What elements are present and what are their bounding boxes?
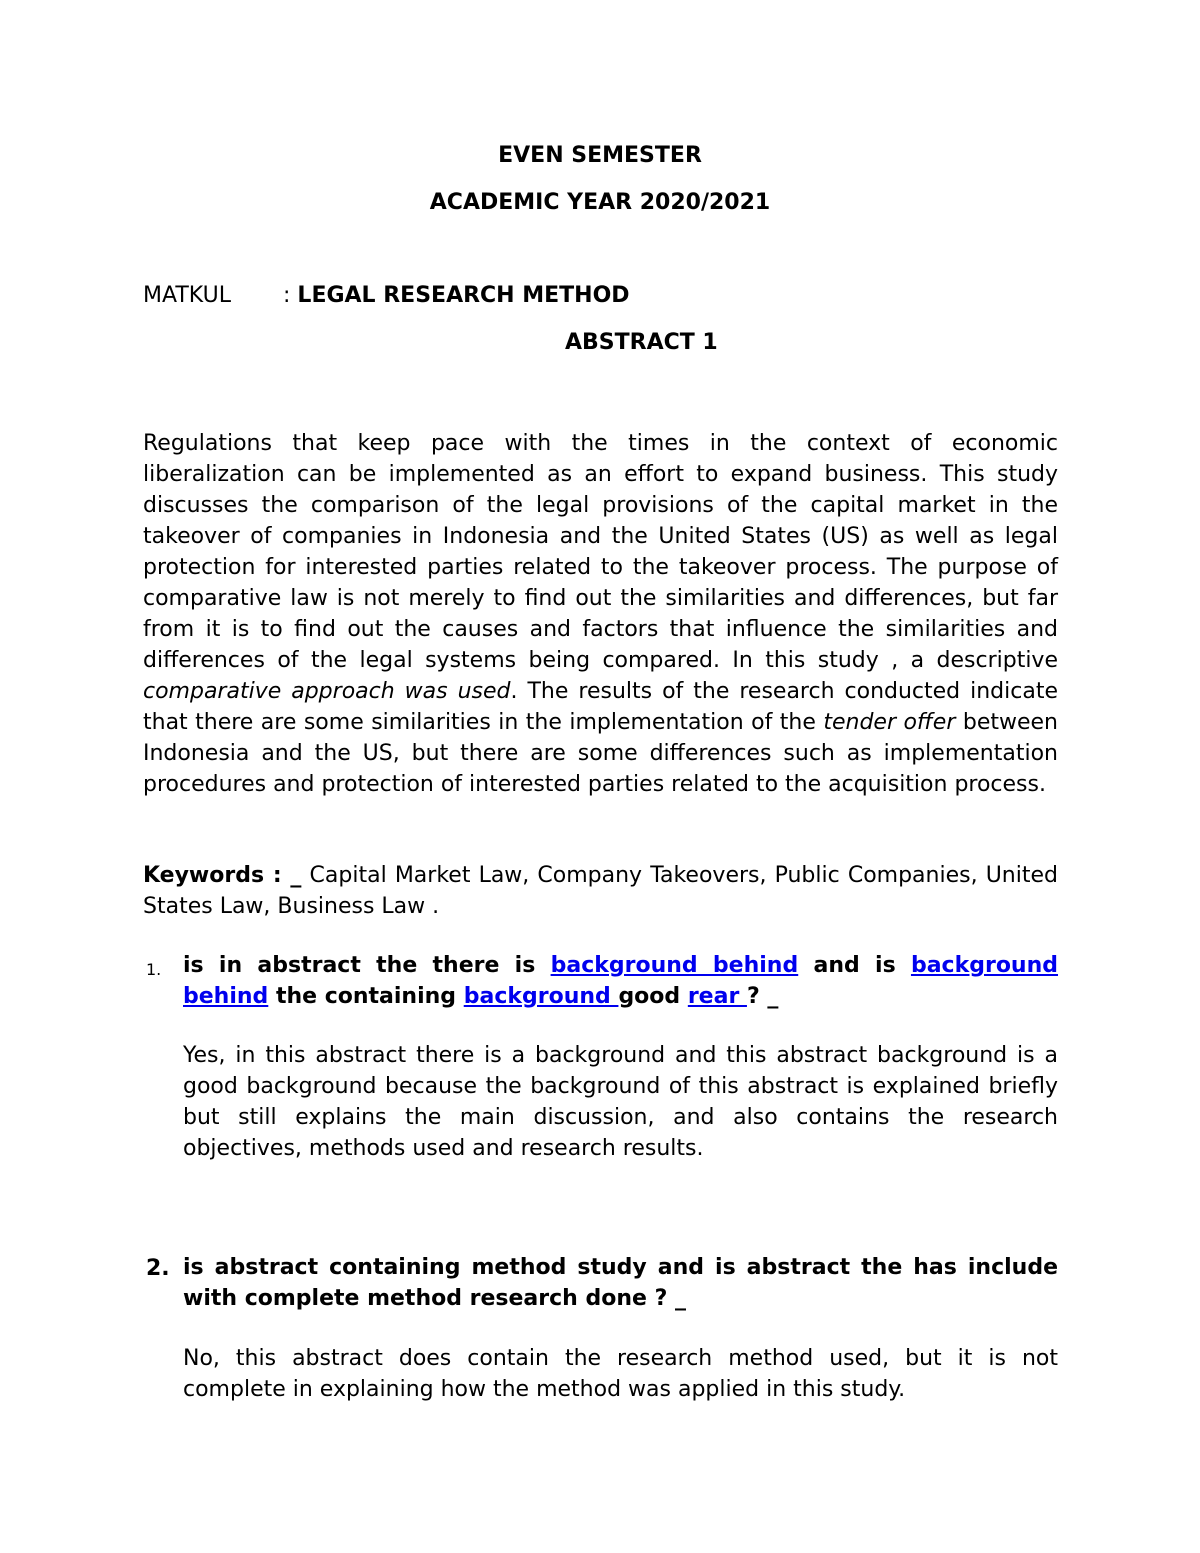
question-1-link-1[interactable]: background behind (550, 953, 799, 978)
abstract-italic-1: comparative approach was used (143, 679, 511, 704)
keywords-paragraph (143, 860, 1058, 922)
course-separator: : (283, 283, 291, 308)
course-label: MATKUL (143, 283, 231, 308)
abstract-paragraph (143, 428, 1058, 800)
keywords-label: Keywords : _ (143, 863, 302, 888)
course-line (283, 282, 630, 310)
question-2-number: 2. (146, 1256, 170, 1281)
question-1-text-4: good (618, 984, 688, 1009)
abstract-text-3: between Indonesia and the US, but there are some differences such as implementation procedures and protection of interested parties related to the acquisition process. (143, 710, 1058, 797)
question-1-text-1: is in abstract the there is (183, 953, 551, 978)
question-1-link-3[interactable]: background (463, 984, 619, 1009)
section-title: ABSTRACT 1 (565, 330, 718, 355)
answer-1: Yes, in this abstract there is a background and this abstract background is a good background because the background of this abstract is explained briefly but still explains the main discussion, and also contains the research objectives, methods used and research results. (183, 1043, 1058, 1161)
abstract-text-1: Regulations that keep pace with the times in the context of economic liberalization can be implemented as an effort to expand business. This study discusses the comparison of the legal provisions of the capital market in the takeover of companies in Indonesia and the United States (US) as well as legal protection for interested parties related to the takeover process. The purpose of comparative law is not merely to find out the similarities and differences, but far from it is to find out the causes and factors that influence the similarities and differences of the legal systems being compared. In this study , a descriptive (143, 431, 1058, 673)
header-academic-year: ACADEMIC YEAR 2020/2021 (429, 190, 771, 215)
question-1-text-5: ? _ (746, 984, 779, 1009)
question-2: is abstract containing method study and is abstract the has include with complete method research done ? _ (183, 1255, 1058, 1311)
question-1-link-2[interactable]: background behind (183, 953, 1059, 1009)
question-1-text-2: and is (798, 953, 911, 978)
question-1 (183, 950, 1058, 1012)
question-1-link-4[interactable]: rear (687, 984, 747, 1009)
course-value: LEGAL RESEARCH METHOD (297, 283, 630, 308)
answer-2: No, this abstract does contain the research method used, but it is not complete in explaining how the method was applied in this study. (183, 1346, 1058, 1402)
keywords-value: Capital Market Law, Company Takeovers, Public Companies, United States Law, Business Law . (143, 863, 1058, 919)
abstract-italic-2: tender offer (823, 710, 956, 735)
header-semester: EVEN SEMESTER (498, 143, 702, 168)
abstract-text-2: . The results of the research conducted indicate that there are some similarities in the implementation of the (143, 679, 1058, 735)
question-1-number: 1. (146, 960, 162, 979)
question-1-text-3: the containing (268, 984, 464, 1009)
